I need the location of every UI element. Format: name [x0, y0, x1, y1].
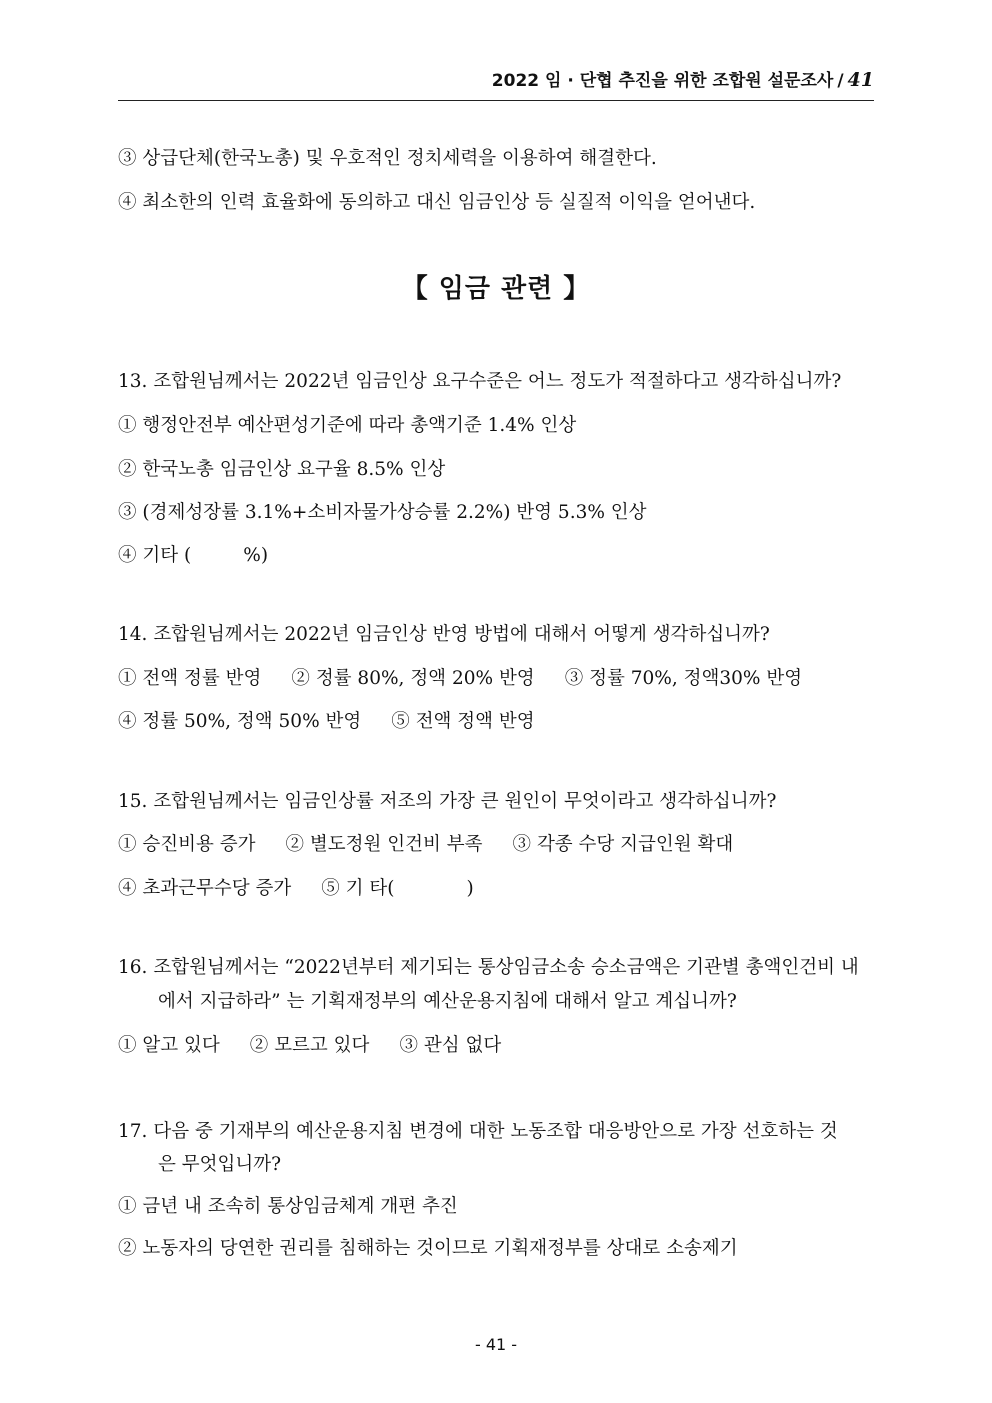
question-number: 13. — [118, 371, 148, 392]
q17-option-2 — [118, 1236, 738, 1262]
option-marker: ③ — [118, 502, 137, 523]
q14-options-row-2 — [118, 709, 535, 735]
option-text: 한국노총 임금인상 요구율 8.5% 인상 — [142, 459, 446, 480]
question-number: 15. — [118, 791, 148, 812]
option-marker: ④ — [118, 545, 137, 566]
option-text: 행정안전부 예산편성기준에 따라 총액기준 1.4% 인상 — [142, 415, 577, 436]
option-marker: ⑤ — [321, 878, 340, 899]
option-marker: ② — [118, 459, 137, 480]
question-text-line-2: 은 무엇입니까? — [158, 1154, 282, 1175]
question-15 — [118, 789, 776, 815]
question-text: 조합원님께서는 임금인상률 저조의 가장 큰 원인이 무엇이라고 생각하십니까? — [153, 791, 777, 812]
question-13 — [118, 369, 841, 395]
q13-option-4 — [118, 543, 268, 569]
question-number: 16. — [118, 957, 148, 978]
q13-option-2 — [118, 457, 445, 483]
option-marker: ① — [118, 668, 137, 689]
option-text-end: ) — [466, 878, 474, 899]
option-text: 초과근무수당 증가 — [142, 878, 292, 899]
option-text: 별도정원 인건비 부족 — [309, 834, 483, 855]
option-text: 알고 있다 — [142, 1035, 220, 1056]
option-marker: ④ — [118, 878, 137, 899]
question-17-cont — [158, 1152, 281, 1178]
option-text: 금년 내 조속히 통상임금체계 개편 추진 — [142, 1196, 458, 1217]
question-text-line-2: 에서 지급하라” 는 기획재정부의 예산운용지침에 대해서 알고 계십니까? — [158, 991, 737, 1012]
q15-options-row-1 — [118, 832, 733, 858]
question-number: 14. — [118, 624, 148, 645]
option-marker: ② — [249, 1035, 269, 1056]
option-marker: ⑤ — [391, 711, 410, 732]
option-text: 정률 80%, 정액 20% 반영 — [315, 668, 535, 689]
option-marker: ② — [291, 668, 310, 689]
option-text: 상급단체(한국노총) 및 우호적인 정치세력을 이용하여 해결한다. — [142, 148, 657, 169]
q14-options-row-1 — [118, 666, 802, 692]
option-marker: ① — [118, 1035, 137, 1056]
option-marker: ① — [118, 1196, 137, 1217]
option-text: 모르고 있다 — [274, 1035, 370, 1056]
q17-option-1 — [118, 1194, 458, 1220]
option-text: 정률 50%, 정액 50% 반영 — [142, 711, 362, 732]
page-header — [118, 66, 874, 101]
option-marker: ③ — [118, 148, 137, 169]
header-title: 2022 임 · 단협 추진을 위한 조합원 설문조사 — [491, 71, 834, 91]
question-17 — [118, 1119, 838, 1145]
option-text: 승진비용 증가 — [142, 834, 256, 855]
option-marker: ② — [285, 834, 305, 855]
prev-option-4 — [118, 190, 755, 216]
option-text: 기타 ( — [142, 545, 192, 566]
option-marker: ① — [118, 415, 137, 436]
header-page-number: 41 — [847, 69, 874, 91]
option-text: 기 타( — [345, 878, 395, 899]
option-marker: ④ — [118, 192, 137, 213]
page-footer-number: - 41 - — [474, 1335, 518, 1354]
option-text: 정률 70%, 정액30% 반영 — [589, 668, 803, 689]
question-text: 조합원님께서는 2022년 임금인상 반영 방법에 대해서 어떻게 생각하십니까? — [153, 624, 770, 645]
option-text: 최소한의 인력 효율화에 동의하고 대신 임금인상 등 실질적 이익을 얻어낸다. — [142, 192, 756, 213]
option-marker: ④ — [118, 711, 137, 732]
header-slash: / — [837, 71, 844, 91]
option-text: 각종 수당 지급인원 확대 — [536, 834, 734, 855]
q13-option-1 — [118, 413, 576, 439]
q13-option-3 — [118, 500, 647, 526]
question-number: 17. — [118, 1121, 148, 1142]
q16-options-row — [118, 1033, 501, 1059]
question-14 — [118, 622, 770, 648]
option-text: 전액 정률 반영 — [142, 668, 262, 689]
option-text: 노동자의 당연한 권리를 침해하는 것이므로 기획재정부를 상대로 소송제기 — [142, 1238, 738, 1259]
question-text-line-1: 조합원님께서는 “2022년부터 제기되는 통상임금소송 승소금액은 기관별 총액인건비 내 — [153, 957, 859, 978]
option-marker: ① — [118, 834, 137, 855]
option-text: 전액 정액 반영 — [415, 711, 535, 732]
section-title: 【 임금 관련 】 — [401, 274, 591, 304]
option-text-end: %) — [243, 545, 269, 566]
q15-options-row-2 — [118, 876, 474, 902]
option-marker: ③ — [564, 668, 584, 689]
question-16 — [118, 955, 859, 981]
option-marker: ② — [118, 1238, 137, 1259]
question-16-cont — [158, 989, 737, 1015]
question-text-line-1: 다음 중 기재부의 예산운용지침 변경에 대한 노동조합 대응방안으로 가장 선호하는 것 — [153, 1121, 838, 1142]
question-text: 조합원님께서는 2022년 임금인상 요구수준은 어느 정도가 적절하다고 생각하십니까? — [153, 371, 842, 392]
option-marker: ③ — [399, 1035, 418, 1056]
option-marker: ③ — [512, 834, 532, 855]
option-text: (경제성장률 3.1%+소비자물가상승률 2.2%) 반영 5.3% 인상 — [142, 502, 647, 523]
option-text: 관심 없다 — [423, 1035, 502, 1056]
prev-option-3 — [118, 146, 657, 172]
